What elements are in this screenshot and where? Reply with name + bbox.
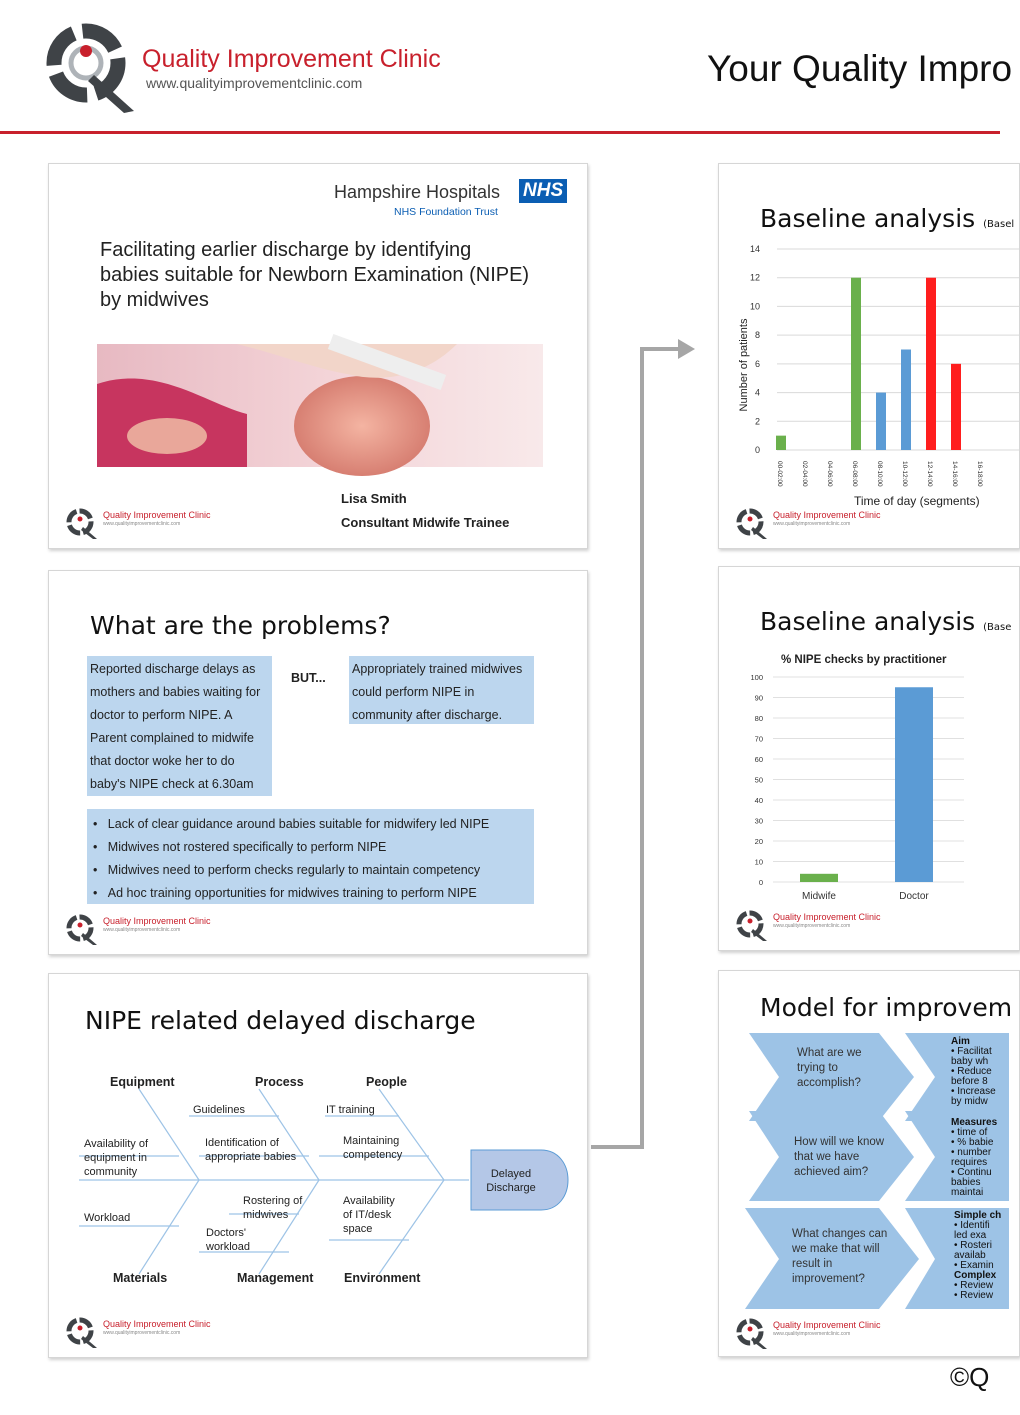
slide-title: NIPE related delayed discharge — [85, 1006, 476, 1035]
y-tick-label: 10 — [754, 857, 763, 867]
header — [0, 0, 1013, 131]
slide-logo-name: Quality Improvement Clinic — [103, 510, 211, 520]
x-tick-label: 00-02:00 — [776, 461, 783, 487]
x-tick-label: 16-18:00 — [976, 461, 983, 487]
slide-logo-url: www.qualityimprovementclinic.com — [773, 521, 851, 527]
aim-text: Aim • Facilitat baby wh • Reduce before 8 • Increase by midw — [951, 1036, 996, 1107]
y-axis-label: Number of patients — [738, 318, 750, 412]
problem-line: Reported discharge delays as — [90, 662, 256, 676]
org-name: Hampshire Hospitals — [334, 182, 501, 202]
cause-identification: Identification of appropriate babies — [205, 1137, 297, 1163]
qic-logo-small-icon — [65, 1316, 99, 1348]
slide-logo-url: www.qualityimprovementclinic.com — [773, 1331, 851, 1337]
author-role: Consultant Midwife Trainee — [341, 515, 510, 530]
slide-logo — [735, 1317, 895, 1347]
cause-maintaining: Maintaining competency — [343, 1135, 403, 1161]
nhs-badge: NHS — [519, 179, 567, 203]
y-tick-label: 30 — [754, 816, 763, 826]
problems-bullet-list — [87, 809, 534, 904]
y-tick-label: 90 — [754, 693, 763, 703]
cause-availability-equipment: Availability of equipment in community — [84, 1138, 148, 1178]
baby-photo — [97, 344, 543, 467]
but-label: BUT... — [291, 671, 326, 685]
slide-logo — [65, 1316, 225, 1346]
slide-title: Model for improvem — [760, 993, 1013, 1022]
category-equipment: Equipment — [110, 1075, 175, 1089]
slide-baseline-time — [718, 163, 1020, 549]
bar — [895, 687, 933, 882]
y-tick-label: 12 — [749, 272, 760, 283]
cause-guidelines: Guidelines — [193, 1104, 245, 1116]
slide-logo-url: www.qualityimprovementclinic.com — [103, 1330, 181, 1336]
question-measures: How will we know that we have achieved aim? — [794, 1136, 885, 1178]
qic-logo-small-icon — [65, 507, 99, 539]
effect-delayed-discharge: Delayed Discharge — [486, 1168, 536, 1194]
x-axis-label: Time of day (segments) — [854, 494, 980, 508]
slide-problems — [48, 570, 588, 955]
opportunity-line: Appropriately trained midwives — [352, 662, 523, 676]
bar — [901, 350, 911, 451]
category-process: Process — [255, 1075, 304, 1089]
slide-logo-url: www.qualityimprovementclinic.com — [103, 927, 181, 933]
x-tick-label: 14-16:00 — [951, 461, 958, 487]
slide-title: Baseline analysis (Base — [760, 607, 1012, 636]
y-tick-label: 80 — [754, 714, 763, 723]
cause-doctors-workload: Doctors' workload — [206, 1227, 251, 1253]
header-divider — [0, 131, 1000, 134]
qic-logo-small-icon — [735, 1317, 769, 1349]
bar — [800, 874, 838, 882]
y-tick-label: 8 — [754, 330, 760, 341]
category-management: Management — [237, 1271, 314, 1285]
problem-line: baby's NIPE check at 6.30am — [90, 777, 254, 791]
opportunity-line: community after discharge. — [352, 708, 503, 722]
title-line-1: Facilitating earlier discharge by identifying — [100, 239, 472, 261]
slide-logo-name: Quality Improvement Clinic — [103, 916, 211, 926]
slide-baseline-practitioner — [718, 566, 1020, 951]
y-tick-label: 6 — [754, 358, 760, 369]
cause-availability-it: Availability of IT/desk space — [343, 1195, 395, 1235]
title-line-2: babies suitable for Newborn Examination (NIPE) — [100, 264, 530, 286]
category-people: People — [366, 1075, 407, 1089]
x-tick-label: 12-14:00 — [926, 461, 933, 487]
cause-it-training: IT training — [326, 1104, 375, 1116]
bar — [876, 393, 886, 450]
bar — [951, 364, 961, 450]
y-tick-label: 60 — [754, 755, 763, 764]
org-sub: NHS Foundation Trust — [394, 206, 498, 218]
category-environment: Environment — [344, 1271, 421, 1285]
y-tick-label: 20 — [754, 837, 763, 846]
category-materials: Materials — [113, 1271, 168, 1285]
qic-logo-small-icon — [65, 913, 99, 945]
chart-patients-by-time — [719, 164, 1019, 548]
title-line-3: by midwives — [100, 289, 209, 311]
brand-name: Quality Improvement Clinic — [142, 45, 441, 73]
y-tick-label: 4 — [754, 387, 760, 398]
x-tick-label: Midwife — [802, 891, 836, 902]
slide-fishbone — [48, 973, 588, 1358]
problem-line: Parent complained to midwife — [90, 731, 254, 745]
opportunity-line: could perform NIPE in — [352, 685, 475, 699]
y-tick-label: 2 — [754, 416, 760, 427]
bullet-item: • Midwives not rostered specifically to perform NIPE — [93, 840, 387, 854]
bar — [926, 278, 936, 450]
x-tick-label: 02-04:00 — [801, 461, 808, 487]
problem-box — [87, 656, 272, 796]
y-tick-label: 100 — [750, 673, 763, 682]
chart-title: % NIPE checks by practitioner — [781, 654, 947, 666]
slide-logo — [735, 909, 895, 939]
brand-url[interactable]: www.qualityimprovementclinic.com — [146, 75, 363, 91]
measures-text: Measures • time of • % babie • number requires • Continu babies maintai — [951, 1117, 998, 1198]
slide-subtitle: (Base — [983, 622, 1012, 633]
slide-logo-name: Quality Improvement Clinic — [773, 510, 881, 520]
question-aim: What are we trying to accomplish? — [797, 1047, 862, 1089]
author-name: Lisa Smith — [341, 491, 407, 506]
x-tick-label: 06-08:00 — [851, 461, 858, 487]
slide-title: What are the problems? — [90, 611, 391, 640]
slide-logo-name: Quality Improvement Clinic — [103, 1319, 211, 1329]
slide-title-card — [48, 163, 588, 549]
y-tick-label: 50 — [754, 775, 763, 785]
slide-subtitle: (Basel — [983, 219, 1015, 230]
slide-logo — [735, 507, 895, 537]
qic-logo-small-icon — [735, 507, 769, 539]
slide-logo — [65, 507, 225, 537]
y-tick-label: 40 — [754, 796, 763, 805]
slide-logo-name: Quality Improvement Clinic — [773, 912, 881, 922]
y-tick-label: 10 — [749, 301, 760, 312]
slide-model-for-improvement — [718, 970, 1020, 1357]
changes-text: Simple ch • Identifi led exa • Rosteri availab • Examin Complex • Review • Review — [954, 1210, 1002, 1301]
slide-title: Baseline analysis (Basel — [760, 204, 1015, 233]
x-tick-label: 04-06:00 — [826, 461, 833, 487]
bullet-item: • Midwives need to perform checks regularly to maintain competency — [93, 863, 481, 877]
y-tick-label: 0 — [754, 445, 760, 455]
y-tick-label: 14 — [749, 244, 760, 254]
qic-logo-icon — [44, 15, 140, 113]
bar — [851, 278, 861, 450]
slide-logo-url: www.qualityimprovementclinic.com — [103, 521, 181, 527]
x-tick-label: 08-10:00 — [876, 461, 883, 487]
x-tick-label: 10-12:00 — [901, 461, 908, 487]
slide-logo — [65, 913, 225, 943]
bullet-item: • Ad hoc training opportunities for midwives training to perform NIPE — [93, 886, 477, 900]
slide-logo-url: www.qualityimprovementclinic.com — [773, 923, 851, 929]
page-title: Your Quality Impro — [707, 48, 1013, 89]
flow-arrow-icon — [585, 335, 700, 1155]
problem-line: doctor to perform NIPE. A — [90, 708, 233, 722]
cause-workload: Workload — [84, 1212, 131, 1224]
problem-line: that doctor woke her to do — [90, 754, 235, 768]
y-tick-label: 70 — [754, 734, 763, 744]
question-changes: What changes can we make that will result in improvement? — [792, 1228, 888, 1285]
bar — [776, 436, 786, 450]
bullet-item: • Lack of clear guidance around babies suitable for midwifery led NIPE — [93, 817, 490, 831]
cause-rostering: Rostering of midwives — [243, 1195, 303, 1221]
opportunity-box — [349, 656, 534, 724]
y-tick-label: 0 — [758, 878, 763, 887]
problem-line: mothers and babies waiting for — [90, 685, 261, 699]
copyright: ©Q — [950, 1362, 990, 1392]
qic-logo-small-icon — [735, 909, 769, 941]
x-tick-label: Doctor — [899, 891, 929, 902]
slide-logo-name: Quality Improvement Clinic — [773, 1320, 881, 1330]
chart-nipe-by-practitioner — [719, 567, 1019, 950]
